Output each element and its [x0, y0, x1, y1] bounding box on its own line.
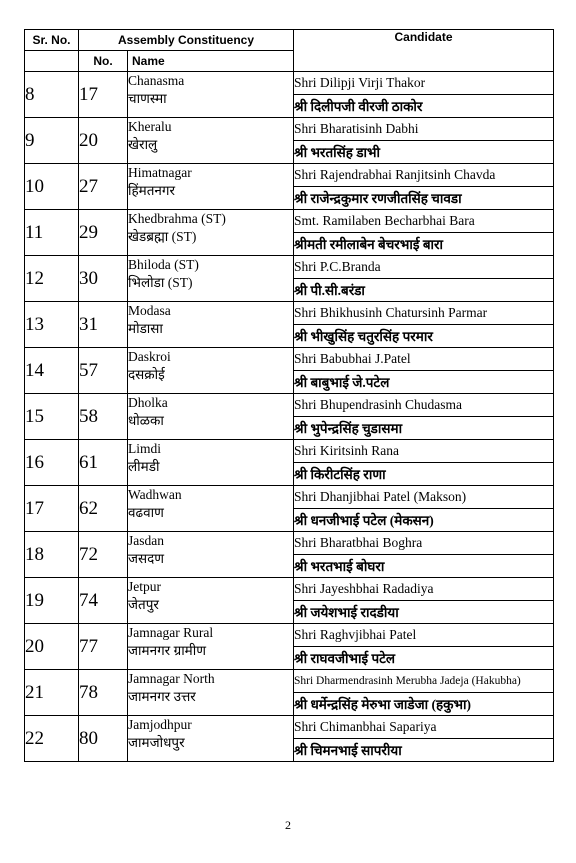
sr-no-cell: 16: [25, 440, 79, 486]
constituency-name-hi: जामनगर उत्तर: [128, 689, 196, 704]
constituency-name-hi: लीमडी: [128, 459, 160, 474]
candidate-name-hi: श्री भीखुसिंह चतुरसिंह परमार: [294, 325, 554, 348]
candidate-name-en: Shri P.C.Branda: [294, 256, 554, 279]
candidate-table: [24, 29, 554, 762]
constituency-name-hi: जामजोधपुर: [128, 735, 185, 750]
sr-no-cell: 12: [25, 256, 79, 302]
sr-no-cell: 22: [25, 716, 79, 762]
table-row: [25, 578, 554, 601]
constituency-no-cell: 29: [79, 210, 128, 256]
candidate-name-en: Shri Bharatisinh Dabhi: [294, 118, 554, 141]
constituency-name-hi: मोडासा: [128, 321, 163, 336]
constituency-name-en: Chanasma: [128, 73, 185, 88]
table-row: [25, 72, 554, 95]
header-sr-no: Sr. No.: [25, 30, 79, 51]
constituency-name-cell: [128, 578, 294, 624]
constituency-name-en: Jamnagar North: [128, 671, 215, 686]
sr-no-cell: 21: [25, 670, 79, 716]
constituency-name-cell: [128, 256, 294, 302]
table-row: [25, 624, 554, 647]
constituency-no-cell: 57: [79, 348, 128, 394]
constituency-name-en: Modasa: [128, 303, 171, 318]
constituency-name-hi: खेरालु: [128, 137, 158, 152]
sr-no-cell: 10: [25, 164, 79, 210]
constituency-name-en: Kheralu: [128, 119, 172, 134]
candidate-name-en: Shri Bhupendrasinh Chudasma: [294, 394, 554, 417]
table-row: [25, 302, 554, 325]
sr-no-cell: 18: [25, 532, 79, 578]
candidate-name-hi: श्री बाबुभाई जे.पटेल: [294, 371, 554, 394]
constituency-name-en: Dholka: [128, 395, 168, 410]
candidate-name-hi: श्री भरतभाई बोघरा: [294, 555, 554, 578]
constituency-no-cell: 72: [79, 532, 128, 578]
header-no: No.: [79, 51, 128, 72]
constituency-name-cell: [128, 210, 294, 256]
table-row: [25, 164, 554, 187]
constituency-name-hi: दसक्रोई: [128, 367, 165, 382]
constituency-no-cell: 31: [79, 302, 128, 348]
constituency-no-cell: 62: [79, 486, 128, 532]
header-candidate: Candidate: [294, 30, 554, 72]
constituency-name-cell: [128, 716, 294, 762]
constituency-no-cell: 78: [79, 670, 128, 716]
table-row: [25, 670, 554, 693]
constituency-name-cell: [128, 394, 294, 440]
candidate-name-hi: श्रीमती रमीलाबेन बेचरभाई बारा: [294, 233, 554, 256]
table-row: [25, 118, 554, 141]
constituency-name-en: Himatnagar: [128, 165, 192, 180]
constituency-name-en: Jamjodhpur: [128, 717, 192, 732]
constituency-name-cell: [128, 302, 294, 348]
constituency-name-en: Daskroi: [128, 349, 171, 364]
sr-no-cell: 15: [25, 394, 79, 440]
constituency-name-cell: [128, 72, 294, 118]
constituency-name-hi: जामनगर ग्रामीण: [128, 643, 207, 658]
sr-no-cell: 9: [25, 118, 79, 164]
candidate-name-en: Shri Dilipji Virji Thakor: [294, 72, 554, 95]
candidate-name-en: Shri Chimanbhai Sapariya: [294, 716, 554, 739]
header-name: Name: [128, 51, 294, 72]
candidate-name-en: Shri Bharatbhai Boghra: [294, 532, 554, 555]
sr-no-cell: 20: [25, 624, 79, 670]
candidate-name-en: Shri Kiritsinh Rana: [294, 440, 554, 463]
constituency-name-hi: भिलोडा (ST): [128, 275, 193, 290]
constituency-no-cell: 61: [79, 440, 128, 486]
constituency-name-cell: [128, 348, 294, 394]
constituency-name-en: Khedbrahma (ST): [128, 211, 226, 226]
constituency-name-hi: धोळका: [128, 413, 164, 428]
table-row: [25, 348, 554, 371]
sr-no-cell: 13: [25, 302, 79, 348]
page-number: 2: [285, 818, 291, 832]
constituency-name-en: Jamnagar Rural: [128, 625, 214, 640]
constituency-name-en: Jetpur: [128, 579, 161, 594]
candidate-name-en: Shri Dhanjibhai Patel (Makson): [294, 486, 554, 509]
constituency-name-en: Bhiloda (ST): [128, 257, 199, 272]
constituency-no-cell: 58: [79, 394, 128, 440]
sr-no-cell: 14: [25, 348, 79, 394]
constituency-no-cell: 30: [79, 256, 128, 302]
candidate-name-en: Shri Raghvjibhai Patel: [294, 624, 554, 647]
table-row: [25, 210, 554, 233]
constituency-name-cell: [128, 118, 294, 164]
constituency-no-cell: 17: [79, 72, 128, 118]
constituency-no-cell: 77: [79, 624, 128, 670]
table-row: [25, 532, 554, 555]
constituency-name-en: Jasdan: [128, 533, 164, 548]
constituency-name-cell: [128, 164, 294, 210]
table-row: [25, 716, 554, 739]
constituency-name-en: Wadhwan: [128, 487, 182, 502]
candidate-name-hi: श्री राजेन्द्रकुमार रणजीतसिंह चावडा: [294, 187, 554, 210]
constituency-name-hi: वढवाण: [128, 505, 164, 520]
sr-no-cell: 19: [25, 578, 79, 624]
candidate-name-en: Shri Bhikhusinh Chatursinh Parmar: [294, 302, 554, 325]
table-row: [25, 394, 554, 417]
candidate-name-en: Shri Dharmendrasinh Merubha Jadeja (Hakubha): [294, 670, 554, 693]
table-row: [25, 486, 554, 509]
constituency-name-cell: [128, 532, 294, 578]
constituency-name-cell: [128, 670, 294, 716]
constituency-no-cell: 74: [79, 578, 128, 624]
candidate-name-hi: श्री किरीटसिंह राणा: [294, 463, 554, 486]
sr-no-cell: 17: [25, 486, 79, 532]
candidate-name-hi: श्री भरतसिंह डाभी: [294, 141, 554, 164]
constituency-name-cell: [128, 440, 294, 486]
candidate-name-hi: श्री पी.सी.बरंडा: [294, 279, 554, 302]
constituency-name-cell: [128, 486, 294, 532]
candidate-name-hi: श्री दिलीपजी वीरजी ठाकोर: [294, 95, 554, 118]
header-assembly-constituency: Assembly Constituency: [79, 30, 294, 51]
candidate-name-hi: श्री चिमनभाई सापरीया: [294, 739, 554, 762]
candidate-name-en: Shri Babubhai J.Patel: [294, 348, 554, 371]
candidate-name-en: Smt. Ramilaben Becharbhai Bara: [294, 210, 554, 233]
table-body: [25, 72, 554, 762]
header-sr-blank: [25, 51, 79, 72]
table-row: [25, 256, 554, 279]
sr-no-cell: 8: [25, 72, 79, 118]
constituency-name-cell: [128, 624, 294, 670]
candidate-name-hi: श्री राघवजीभाई पटेल: [294, 647, 554, 670]
constituency-name-hi: चाणस्मा: [128, 91, 167, 106]
candidate-name-hi: श्री जयेशभाई रादडीया: [294, 601, 554, 624]
constituency-name-hi: हिंमतनगर: [128, 183, 176, 198]
constituency-no-cell: 27: [79, 164, 128, 210]
candidate-name-hi: श्री भुपेन्द्रसिंह चुडासमा: [294, 417, 554, 440]
table-row: [25, 440, 554, 463]
candidate-name-en: Shri Rajendrabhai Ranjitsinh Chavda: [294, 164, 554, 187]
constituency-no-cell: 20: [79, 118, 128, 164]
candidate-name-en: Shri Jayeshbhai Radadiya: [294, 578, 554, 601]
constituency-name-hi: खेडब्रह्मा (ST): [128, 229, 197, 244]
candidate-name-hi: श्री धनजीभाई पटेल (मेकसन): [294, 509, 554, 532]
sr-no-cell: 11: [25, 210, 79, 256]
constituency-name-hi: जसदण: [128, 551, 165, 566]
constituency-name-en: Limdi: [128, 441, 161, 456]
candidate-name-hi: श्री धर्मेन्द्रसिंह मेरुभा जाडेजा (हकुभा): [294, 693, 554, 716]
constituency-name-hi: जेतपुर: [128, 597, 159, 612]
constituency-no-cell: 80: [79, 716, 128, 762]
